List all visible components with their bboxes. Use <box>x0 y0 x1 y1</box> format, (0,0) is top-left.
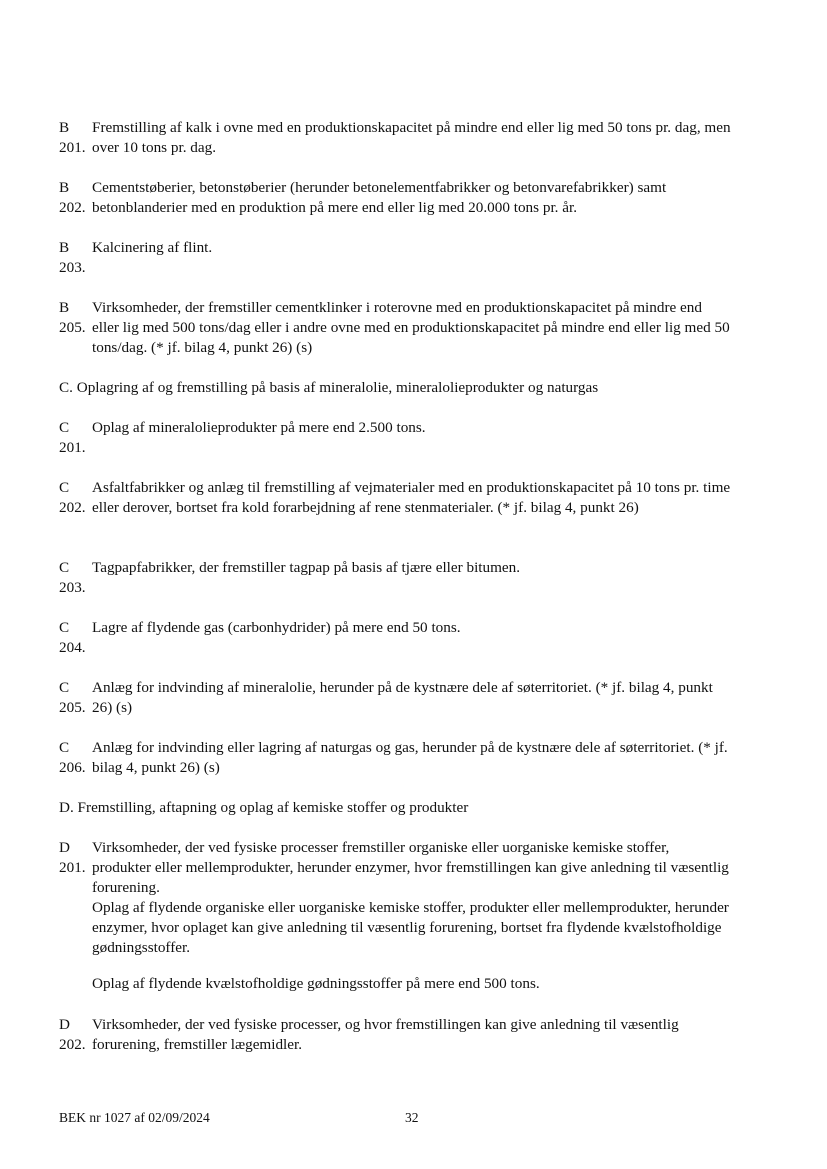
entry-letter: C <box>59 479 70 496</box>
list-item <box>59 178 759 218</box>
list-item <box>59 838 759 994</box>
entry-code <box>59 298 93 338</box>
list-item <box>59 418 759 456</box>
list-item <box>59 478 759 518</box>
entry-text <box>92 178 732 218</box>
list-item <box>59 558 759 596</box>
entry-number: 201. <box>59 439 86 456</box>
list-item <box>59 618 759 656</box>
entry-paragraph: Kalcinering af flint. <box>92 239 213 256</box>
entry-text <box>92 838 732 994</box>
entry-text <box>92 418 732 438</box>
list-item <box>59 238 759 276</box>
entry-number: 202. <box>59 1036 86 1053</box>
entry-text <box>92 298 732 358</box>
entry-paragraph: Anlæg for indvinding eller lagring af naturgas og gas, herunder på de kystnære dele af søterritoriet. (* jf. bilag 4, punkt 26) (s) <box>92 739 728 776</box>
entry-text <box>92 238 732 258</box>
entry-number: 205. <box>59 319 86 336</box>
entry-text <box>92 618 732 638</box>
list-item <box>59 118 759 158</box>
entry-number: 203. <box>59 579 86 596</box>
entry-code <box>59 838 93 878</box>
entry-number: 202. <box>59 199 86 216</box>
entry-number: 205. <box>59 699 86 716</box>
entry-letter: C <box>59 559 70 576</box>
section-heading: C. Oplagring af og fremstilling på basis af mineralolie, mineralolieprodukter og naturgas <box>59 379 599 396</box>
entry-paragraph: Virksomheder, der ved fysiske processer, og hvor fremstillingen kan give anledning til væsentlig forurening, fremstiller lægemidler. <box>92 1016 679 1053</box>
entry-number: 201. <box>59 139 86 156</box>
entry-letter: B <box>59 119 70 136</box>
entry-paragraph: Fremstilling af kalk i ovne med en produktionskapacitet på mindre end eller lig med 50 tons pr. dag, men over 10 tons pr. dag. <box>92 119 731 156</box>
entry-letter: C <box>59 679 70 696</box>
entry-code <box>59 238 93 278</box>
entry-text <box>92 1015 732 1055</box>
entry-letter: B <box>59 299 70 316</box>
entry-paragraph: Tagpapfabrikker, der fremstiller tagpap på basis af tjære eller bitumen. <box>92 559 521 576</box>
entry-paragraph: Oplag af flydende kvælstofholdige gødningsstoffer på mere end 500 tons. <box>92 975 540 992</box>
entry-paragraph: Virksomheder, der ved fysiske processer fremstiller organiske eller uorganiske kemiske stoffer, produkter eller mellemprodukter, herunder enzymer, hvor fremstillingen kan give anledning til væsentlig forurening. <box>92 839 729 896</box>
entry-paragraph: Cementstøberier, betonstøberier (herunder betonelementfabrikker og betonvarefabrikker) samt betonblanderier med en produktion på mere end eller lig med 20.000 tons pr. år. <box>92 179 667 216</box>
list-item <box>59 298 759 358</box>
entry-number: 204. <box>59 639 86 656</box>
entry-letter: B <box>59 239 70 256</box>
entry-number: 202. <box>59 499 86 516</box>
entry-letter: C <box>59 419 70 436</box>
entry-letter: B <box>59 179 70 196</box>
entry-letter: C <box>59 619 70 636</box>
entry-code <box>59 558 93 598</box>
entry-code <box>59 738 93 778</box>
entry-text <box>92 118 732 158</box>
entry-text <box>92 678 732 718</box>
entry-paragraph: Oplag af mineralolieprodukter på mere end 2.500 tons. <box>92 419 426 436</box>
entry-number: 201. <box>59 859 86 876</box>
entry-letter: D <box>59 1016 70 1033</box>
list-item <box>59 678 759 718</box>
entry-text <box>92 558 732 578</box>
section-heading: D. Fremstilling, aftapning og oplag af kemiske stoffer og produkter <box>59 799 469 816</box>
entry-code <box>59 1015 93 1055</box>
entry-code <box>59 178 93 218</box>
entry-text <box>92 478 732 518</box>
entry-number: 203. <box>59 259 86 276</box>
entry-text <box>92 738 732 778</box>
list-item <box>59 738 759 778</box>
entry-code <box>59 478 93 518</box>
entry-letter: C <box>59 739 70 756</box>
entry-number: 206. <box>59 759 86 776</box>
entry-code <box>59 618 93 658</box>
entry-paragraph: Oplag af flydende organiske eller uorganiske kemiske stoffer, produkter eller mellemprodukter, herunder enzymer, hvor oplaget kan give anledning til væsentlig forurening, bortset fra flydende kvælstofholdige gødningsstoffer. <box>92 899 729 956</box>
entry-letter: D <box>59 839 70 856</box>
entry-paragraph: Asfaltfabrikker og anlæg til fremstilling af vejmaterialer med en produktionskapacitet på 10 tons pr. time eller derover, bortset fra kold forarbejdning af rene stenmaterialer. (* jf. bilag 4, punkt 26) <box>92 479 731 516</box>
entry-code <box>59 118 93 158</box>
entry-code <box>59 418 93 458</box>
entry-paragraph: Virksomheder, der fremstiller cementklinker i roterovne med en produktionskapacitet på mindre end eller lig med 500 tons/dag eller i andre ovne med en produktionskapacitet på mindre end eller lig med 50 tons/dag. (* jf. bilag 4, punkt 26) (s) <box>92 299 730 356</box>
entry-code <box>59 678 93 718</box>
list-item <box>59 1015 759 1055</box>
entry-paragraph: Lagre af flydende gas (carbonhydrider) på mere end 50 tons. <box>92 619 461 636</box>
entry-paragraph: Anlæg for indvinding af mineralolie, herunder på de kystnære dele af søterritoriet. (* jf. bilag 4, punkt 26) (s) <box>92 679 713 716</box>
footer-doc-reference: BEK nr 1027 af 02/09/2024 <box>59 1110 210 1125</box>
footer-page-number: 32 <box>405 1110 419 1125</box>
